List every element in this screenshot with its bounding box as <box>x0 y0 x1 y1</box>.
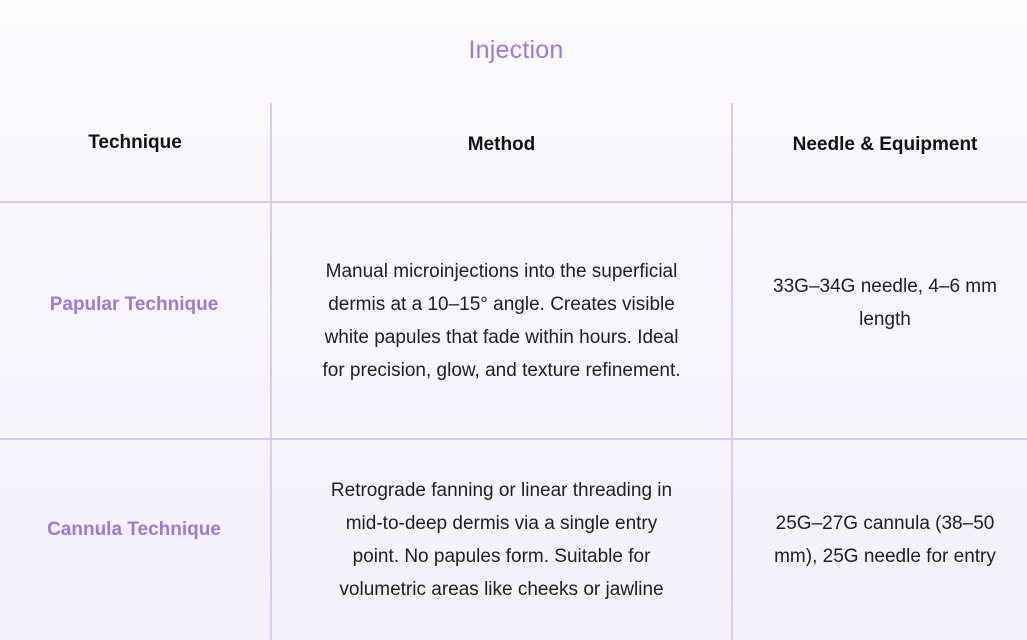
row-2-technique: Cannula Technique <box>47 519 221 540</box>
row-1-method: Manual microinjections into the superficial dermis at a 10–15° angle. Creates visible white papules that fade within hours. Ideal for precision, glow, and texture refinement. <box>322 260 681 381</box>
row-2-method: Retrograde fanning or linear threading in mid-to-deep dermis via a single entry point. No papules form. Suitable for volumetric areas like cheeks or jawline <box>330 480 673 600</box>
header-equipment: Needle & Equipment <box>792 134 978 155</box>
page-title: Injection <box>468 36 564 64</box>
comparison-table <box>0 103 1027 640</box>
row-2-equipment: 25G–27G cannula (38–50 mm), 25G needle for entry <box>774 513 996 567</box>
header-method: Method <box>467 134 536 155</box>
row-1-technique: Papular Technique <box>49 293 219 315</box>
header-technique: Technique <box>88 132 182 153</box>
row-1-equipment: 33G–34G needle, 4–6 mm length <box>773 276 997 330</box>
